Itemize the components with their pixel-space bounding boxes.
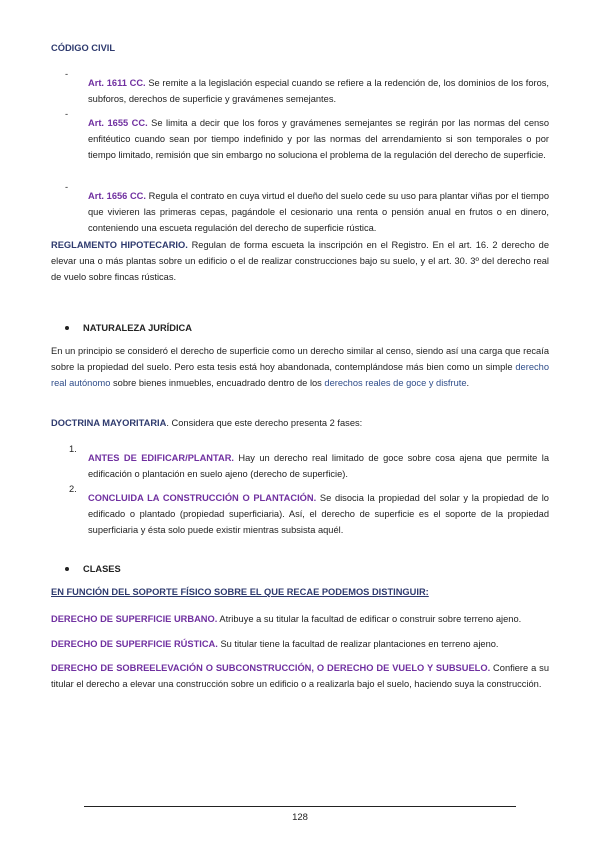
naturaleza-heading-text: NATURALEZA JURÍDICA [83, 323, 192, 333]
clase-text: Confiere a su titular el derecho a elevar una construcción sobre un edificio o a realizarla bajo el suelo, haciendo suya la construcción. [51, 663, 549, 689]
clases-subheading-text: EN FUNCIÓN DEL SOPORTE FÍSICO SOBRE EL QUE RECAE PODEMOS DISTINGUIR: [51, 587, 429, 597]
clase-label: DERECHO DE SUPERFICIE URBANO. [51, 614, 218, 624]
naturaleza-heading [65, 320, 192, 336]
naturaleza-text-b: sobre bienes inmuebles, encuadrado dentro de los [110, 378, 325, 388]
article-text: Se limita a decir que los foros y gravámenes semejantes se regirán por las normas del censo enfitéutico cuando sean por tiempo indefinido y por las normas del arrendamiento si son temporales o por tiempo limitado, remisión que sin embargo no soluciona el problema de la regulación del derecho de superficie. [88, 118, 549, 161]
clase-item [51, 611, 549, 627]
bullet-icon [65, 326, 69, 330]
derecho-real-autonomo-link[interactable]: derecho real autónomo [51, 362, 549, 388]
doctrina-label: DOCTRINA MAYORITARIA [51, 418, 167, 428]
page-number: 128 [292, 812, 308, 823]
article-item [51, 179, 549, 246]
article-ref: Art. 1655 CC. [88, 118, 148, 129]
article-ref: Art. 1611 CC. [88, 78, 146, 89]
derechos-reales-goce-link[interactable]: derechos reales de goce y disfrute [324, 378, 467, 388]
dash-marker: - [65, 182, 69, 192]
naturaleza-paragraph [51, 343, 549, 391]
article-ref: Art. 1656 CC. [88, 191, 146, 202]
dash-marker: - [65, 69, 69, 79]
doctrina-text: . Considera que este derecho presenta 2 fases: [166, 418, 363, 428]
clases-heading [65, 561, 121, 577]
reglamento-paragraph [51, 237, 549, 285]
footer-divider [84, 806, 516, 807]
item-label: ANTES DE EDIFICAR/PLANTAR. [88, 453, 234, 464]
clase-item [51, 660, 549, 692]
doctrina-item [51, 481, 549, 548]
clase-item [51, 636, 549, 652]
naturaleza-text-c: . [466, 378, 470, 388]
bullet-icon [65, 567, 69, 571]
clases-heading-text: CLASES [83, 564, 121, 574]
item-text: Se disocia la propiedad del solar y la propiedad de lo edificado o plantado (propiedad superficiaria). Así, el derecho de superficie es el soporte de la propiedad superficiaria y ésta solo puede existir mientras subsista aquél. [88, 493, 549, 536]
article-item [51, 106, 549, 173]
doctrina-paragraph [51, 415, 549, 431]
codigo-civil-heading: CÓDIGO CIVIL [51, 43, 116, 53]
clase-text: Atribuye a su titular la facultad de edificar o construir sobre terreno ajeno. [217, 614, 522, 624]
item-number: 2. [69, 484, 77, 494]
article-text: Regula el contrato en cuya virtud el dueño del suelo cede su uso para plantar viñas por el tiempo que vivieren las primeras cepas, pagándole el cesionario una renta o pensión anual en frutos o en dinero, conteniendo una escueta regulación del derecho de superficie rústica. [88, 191, 549, 234]
article-text: Se remite a la legislación especial cuando se refiere a la redención de, los dominios de los foros, subforos, derechos de superficie y gravámenes semejantes. [88, 78, 549, 105]
reglamento-label: REGLAMENTO HIPOTECARIO. [51, 240, 188, 250]
naturaleza-text-a: En un principio se consideró el derecho de superficie como un derecho similar al censo, siendo así una carga que recaía sobre la propiedad del suelo. Pero esta tesis está hoy abandonada, contemplándose más bien como un simple [51, 346, 549, 372]
dash-marker: - [65, 109, 69, 119]
item-number: 1. [69, 444, 77, 454]
clase-label: DERECHO DE SUPERFICIE RÚSTICA. [51, 639, 218, 649]
item-text: Hay un derecho real limitado de goce sobre cosa ajena que permite la edificación o plantación en suelo ajeno (derecho de superficie). [88, 453, 549, 480]
clase-text: Su titular tiene la facultad de realizar plantaciones en terreno ajeno. [217, 639, 499, 649]
item-label: CONCLUIDA LA CONSTRUCCIÓN O PLANTACIÓN. [88, 493, 317, 504]
clases-subheading [51, 584, 549, 600]
clase-label: DERECHO DE SOBREELEVACIÓN O SUBCONSTRUCCIÓN, O DERECHO DE VUELO Y SUBSUELO. [51, 663, 491, 673]
reglamento-text: Regulan de forma escueta la inscripción en el Registro. En el art. 16. 2 derecho de elevar una o más plantas sobre un edificio o el de realizar construcciones bajo su suelo, y el art. 30. 3º del derecho real de vuelo sobre fincas rústicas. [51, 240, 550, 282]
